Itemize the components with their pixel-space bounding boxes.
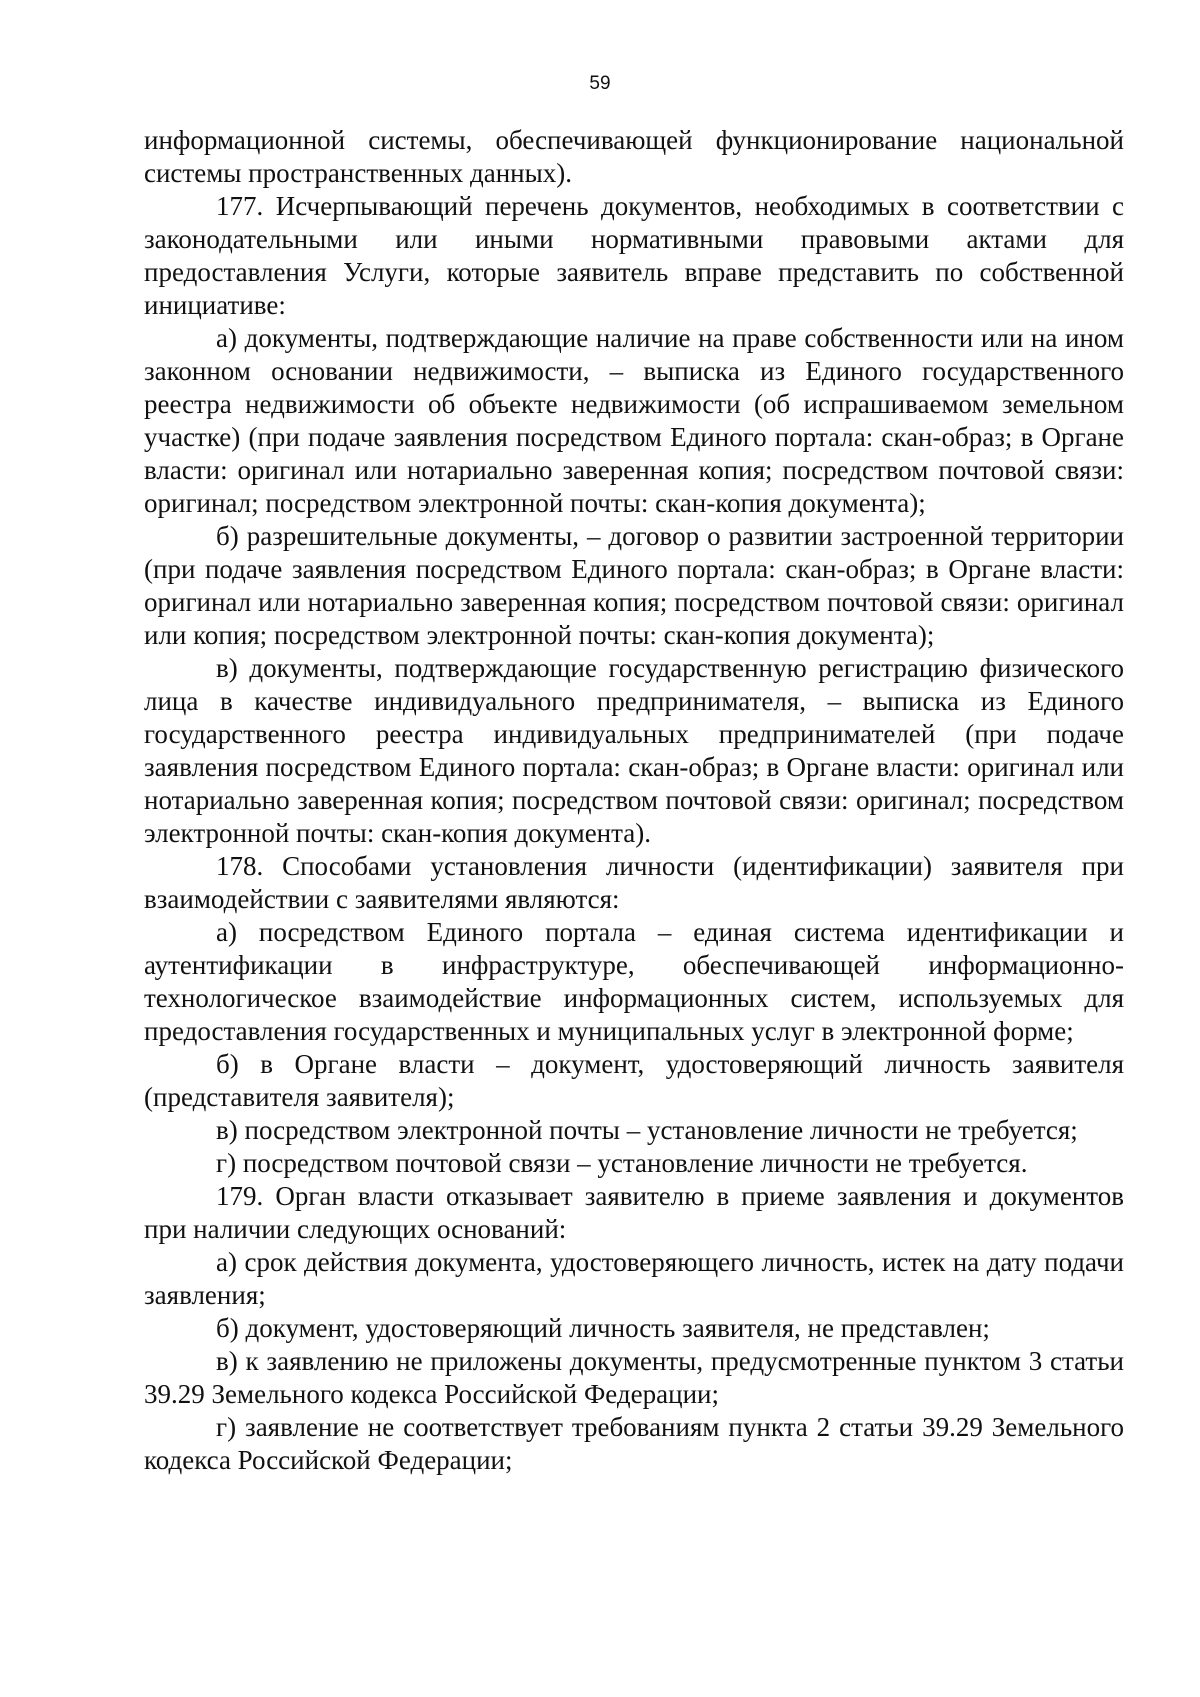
paragraph-179-b: б) документ, удостоверяющий личность заявителя, не представлен; xyxy=(216,1313,990,1343)
page-number: 59 xyxy=(589,73,611,94)
document-body xyxy=(144,124,1124,1477)
paragraph-continuation: информационной системы, обеспечивающей функционирование национальной системы пространственных данных). xyxy=(144,125,1124,188)
paragraph-178-g: г) посредством почтовой связи – установление личности не требуется. xyxy=(216,1148,1028,1178)
paragraph-178: 178. Способами установления личности (идентификации) заявителя при взаимодействии с заявителями являются: xyxy=(144,851,1124,914)
paragraph-177-a: а) документы, подтверждающие наличие на праве собственности или на ином законном основании недвижимости, – выписка из Единого государственного реестра недвижимости об объекте недвижимости (об испрашиваемом земельном участке) (при подаче заявления посредством Единого портала: скан-образ; в Органе власти: оригинал или нотариально заверенная копия; посредством почтовой связи: оригинал; посредством электронной почты: скан-копия документа); xyxy=(144,323,1124,518)
paragraph-178-a: а) посредством Единого портала – единая система идентификации и аутентификации в инфраструктуре, обеспечивающей информационно-технологическое взаимодействие информационных систем, используемых для предоставления государственных и муниципальных услуг в электронной форме; xyxy=(144,917,1124,1046)
paragraph-177-v: в) документы, подтверждающие государственную регистрацию физического лица в качестве индивидуального предпринимателя, – выписка из Единого государственного реестра индивидуальных предпринимателей (при подаче заявления посредством Единого портала: скан-образ; в Органе власти: оригинал или нотариально заверенная копия; посредством почтовой связи: оригинал; посредством электронной почты: скан-копия документа). xyxy=(144,653,1124,848)
paragraph-178-v: в) посредством электронной почты – установление личности не требуется; xyxy=(216,1115,1078,1145)
paragraph-179: 179. Орган власти отказывает заявителю в приеме заявления и документов при наличии следующих оснований: xyxy=(144,1181,1124,1244)
paragraph-179-v: в) к заявлению не приложены документы, предусмотренные пунктом 3 статьи 39.29 Земельного кодекса Российской Федерации; xyxy=(144,1346,1124,1409)
paragraph-178-b: б) в Органе власти – документ, удостоверяющий личность заявителя (представителя заявителя); xyxy=(144,1049,1124,1112)
paragraph-177-b: б) разрешительные документы, – договор о развитии застроенной территории (при подаче заявления посредством Единого портала: скан-образ; в Органе власти: оригинал или нотариально заверенная копия; посредством почтовой связи: оригинал или копия; посредством электронной почты: скан-копия документа); xyxy=(144,521,1124,650)
paragraph-177: 177. Исчерпывающий перечень документов, необходимых в соответствии с законодательными или иными нормативными правовыми актами для предоставления Услуги, которые заявитель вправе представить по собственной инициативе: xyxy=(144,191,1124,320)
paragraph-179-a: а) срок действия документа, удостоверяющего личность, истек на дату подачи заявления; xyxy=(144,1247,1124,1310)
paragraph-179-g: г) заявление не соответствует требованиям пункта 2 статьи 39.29 Земельного кодекса Российской Федерации; xyxy=(144,1412,1124,1475)
